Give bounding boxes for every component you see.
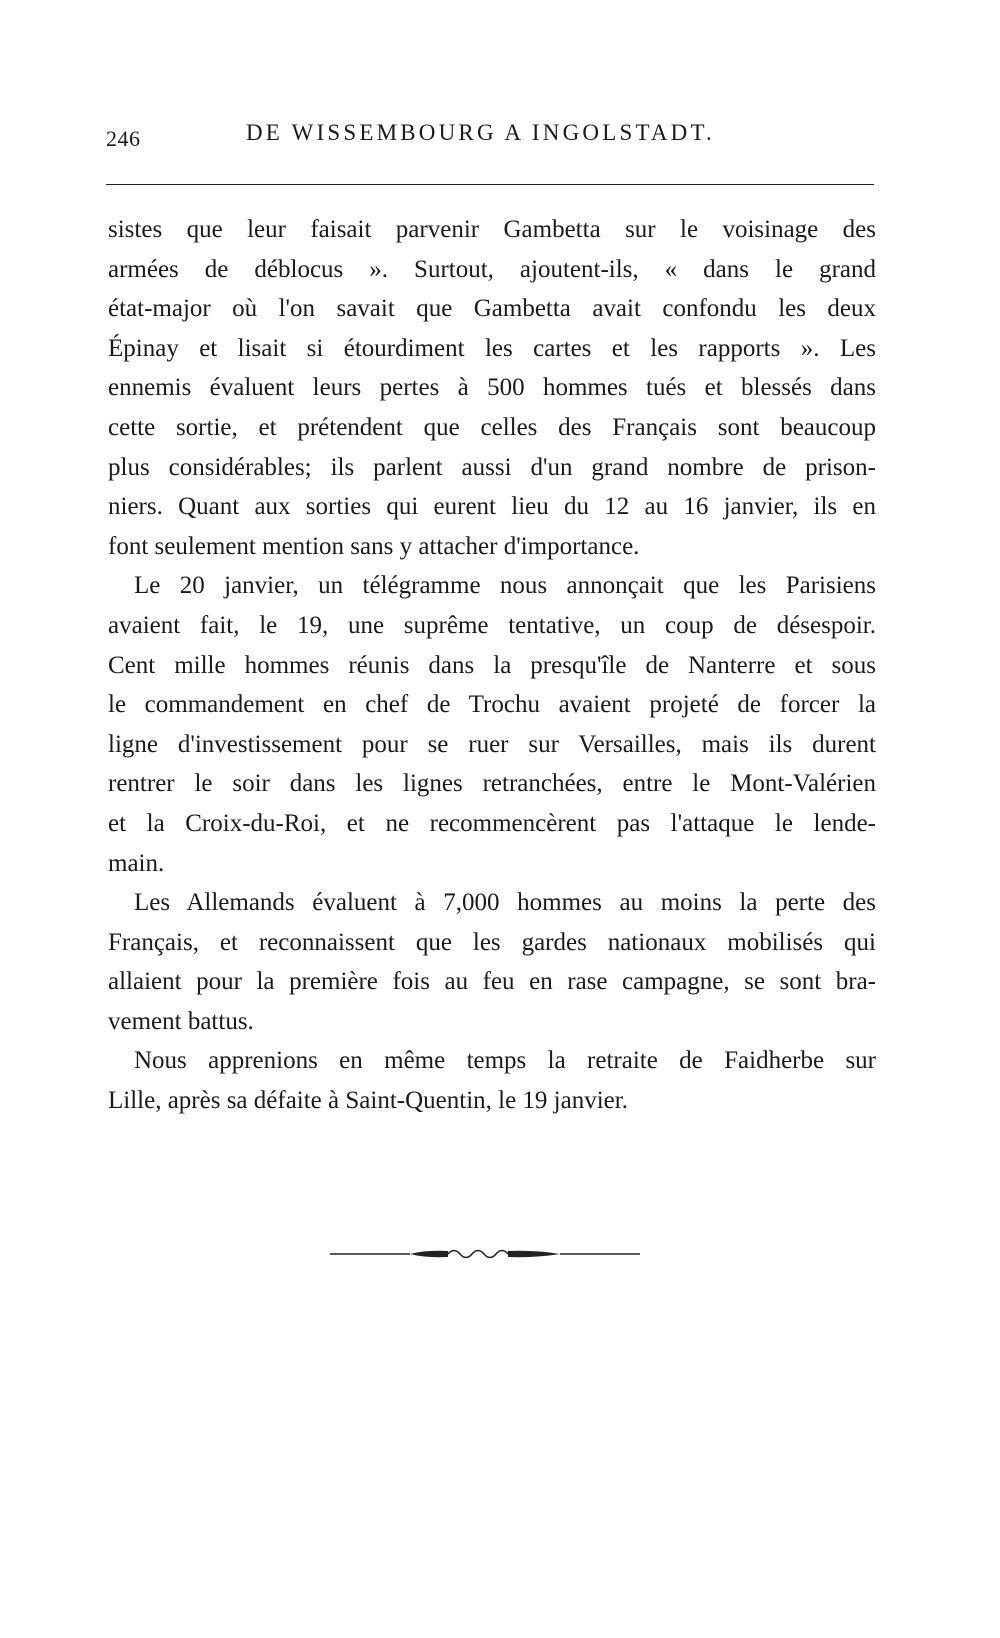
text-line: le commandement en chef de Trochu avaient projeté de forcer la <box>108 691 876 719</box>
body-text <box>108 210 876 1121</box>
text-line: ligne d'investissement pour se ruer sur Versailles, mais ils durent <box>108 730 876 758</box>
text-line: Cent mille hommes réunis dans la presqu'île de Nanterre et sous <box>108 651 876 679</box>
text-line: Nous apprenions en même temps la retraite de Faidherbe sur <box>134 1047 876 1075</box>
text-line: rentrer le soir dans les lignes retranchées, entre le Mont-Valérien <box>108 770 876 798</box>
text-line: sistes que leur faisait parvenir Gambetta sur le voisinage des <box>108 216 876 243</box>
running-title: DE WISSEMBOURG A INGOLSTADT. <box>246 120 715 145</box>
text-line: état-major où l'on savait que Gambetta avait confondu les deux <box>108 295 876 323</box>
text-line: Français, et reconnaissent que les gardes nationaux mobilisés qui <box>108 928 876 956</box>
text-line: et la Croix-du-Roi, et ne recommencèrent pas l'attaque le lende- <box>108 809 876 837</box>
text-line: Lille, après sa défaite à Saint-Quentin, le 19 janvier. <box>108 1087 628 1115</box>
text-line: font seulement mention sans y attacher d'importance. <box>108 532 640 560</box>
header-rule <box>106 184 874 185</box>
text-line: cette sortie, et prétendent que celles des Français sont beaucoup <box>108 413 876 441</box>
text-line: Les Allemands évaluent à 7,000 hommes au moins la perte des <box>134 889 876 917</box>
running-head <box>106 120 876 160</box>
text-line: vement battus. <box>108 1007 254 1035</box>
text-line: armées de déblocus ». Surtout, ajoutent-ils, « dans le grand <box>108 255 876 283</box>
text-line: allaient pour la première fois au feu en rase campagne, se sont bra- <box>108 968 876 996</box>
text-line: ennemis évaluent leurs pertes à 500 hommes tués et blessés dans <box>108 374 876 402</box>
page-number: 246 <box>106 126 141 151</box>
text-line: Épinay et lisait si étourdiment les cartes et les rapports ». Les <box>108 334 876 362</box>
end-of-chapter-flourish-icon <box>330 1244 640 1264</box>
text-line: main. <box>108 849 165 877</box>
text-line: plus considérables; ils parlent aussi d'un grand nombre de prison- <box>108 453 876 481</box>
text-line: niers. Quant aux sorties qui eurent lieu du 12 au 16 janvier, ils en <box>108 493 876 521</box>
text-line: avaient fait, le 19, une suprême tentative, un coup de désespoir. <box>108 611 876 639</box>
text-line: Le 20 janvier, un télégramme nous annonçait que les Parisiens <box>134 572 876 600</box>
